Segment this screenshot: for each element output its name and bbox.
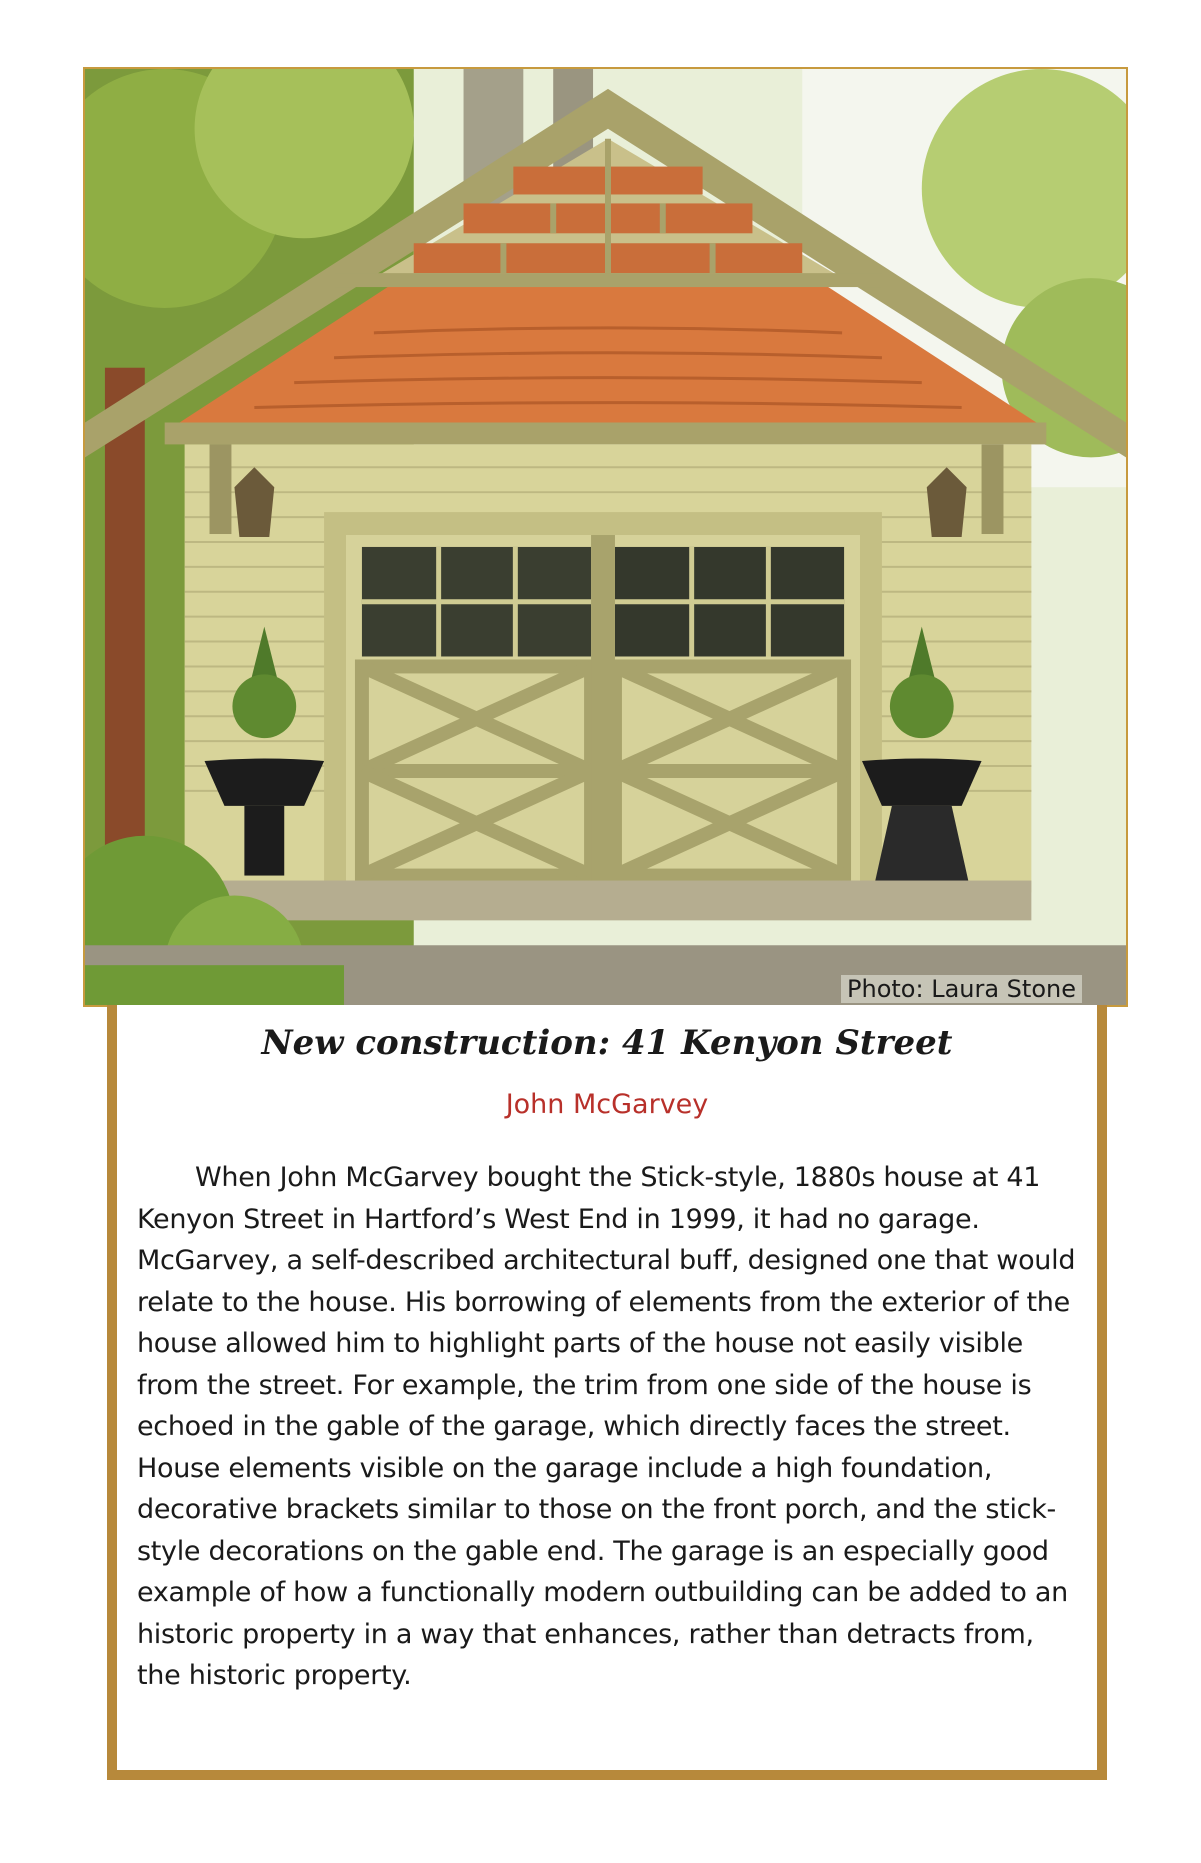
garage-illustration xyxy=(85,69,1126,1005)
caption-body-text: When John McGarvey bought the Stick-style, 1880s house at 41 Kenyon Street in Hartford’s West End in 1999, it had no garage. McGarvey, a self-described architectural buff, designed one that would relate to the house. His borrowing of elements from the exterior of the house allowed him to highlight parts of the house not easily visible from the street. For example, the trim from one side of the house is echoed in the gable of the garage, which directly faces the street. House elements visible on the garage include a high foundation, decorative brackets similar to those on the front porch, and the stick-style decorations on the gable end. The garage is an especially good example of how a functionally modern outbuilding can be added to an historic property in a way that enhances, rather than detracts from, the historic property. xyxy=(137,1162,1076,1691)
photo-credit: Photo: Laura Stone xyxy=(841,975,1082,1003)
caption-box xyxy=(107,1005,1107,1780)
caption-author: John McGarvey xyxy=(505,1089,709,1120)
caption-title: New construction: 41 Kenyon Street xyxy=(261,1023,953,1063)
garage-photo xyxy=(83,67,1128,1007)
